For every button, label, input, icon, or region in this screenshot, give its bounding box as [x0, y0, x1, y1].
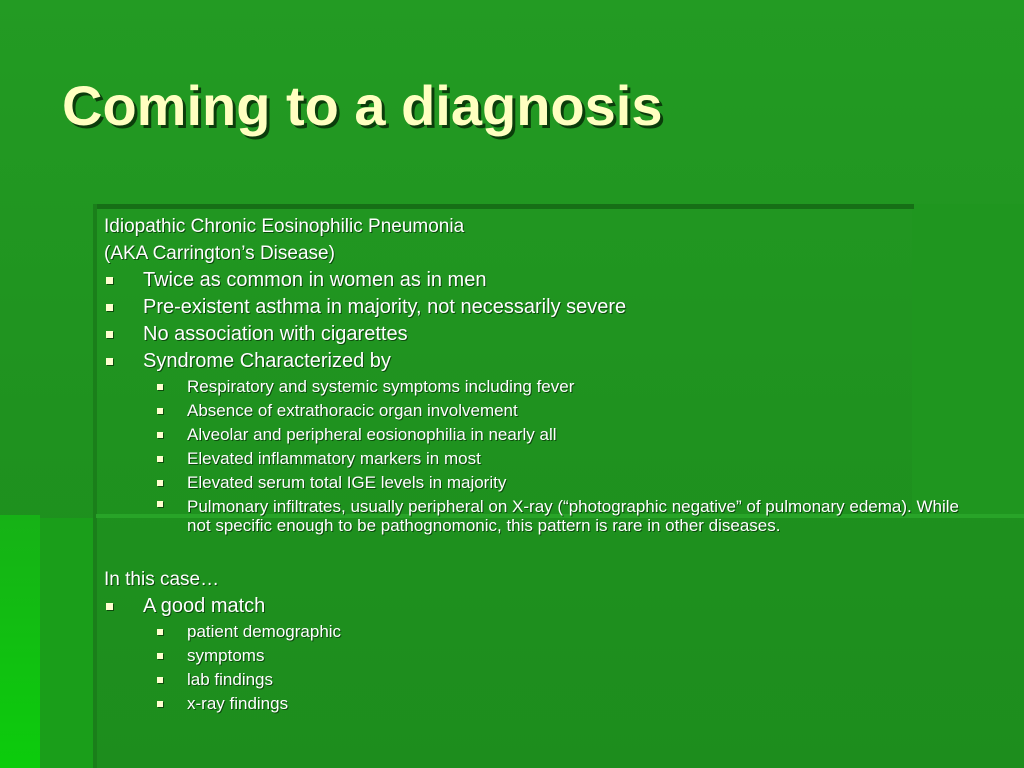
sub-bullet-text: Absence of extrathoracic organ involvement [187, 401, 518, 420]
sub-bullet-item [104, 447, 984, 471]
square-bullet-icon [157, 480, 163, 486]
square-bullet-icon [106, 277, 113, 284]
sub-bullet-text: x-ray findings [187, 694, 289, 713]
square-bullet-icon [106, 603, 113, 610]
sub-bullet-text: lab findings [187, 670, 274, 689]
decorative-left-inner-band [40, 518, 96, 768]
square-bullet-icon [157, 653, 163, 659]
square-bullet-icon [157, 408, 163, 414]
bullet-item [104, 267, 984, 294]
square-bullet-icon [157, 629, 163, 635]
sub-bullet-item [104, 644, 984, 668]
square-bullet-icon [106, 358, 113, 365]
sub-bullet-item [104, 399, 984, 423]
square-bullet-icon [157, 701, 163, 707]
slide-title: Coming to a diagnosis [62, 74, 663, 137]
bullet-text: Twice as common in women as in men [143, 269, 487, 291]
bullet-item [104, 294, 984, 321]
bullet-item [104, 348, 984, 375]
square-bullet-icon [157, 432, 163, 438]
case-heading: In this case… [104, 569, 220, 590]
square-bullet-icon [106, 331, 113, 338]
sub-bullet-item [104, 668, 984, 692]
slide-body [104, 213, 984, 716]
content-frame-top-line [96, 204, 914, 209]
content-frame-left-line [93, 204, 97, 768]
sub-bullet-text: Respiratory and systemic symptoms including fever [187, 377, 575, 396]
bullet-item [104, 321, 984, 348]
sub-bullet-item [104, 471, 984, 495]
intro-line: Idiopathic Chronic Eosinophilic Pneumonia [104, 216, 465, 237]
decorative-left-band [0, 515, 40, 768]
square-bullet-icon [157, 384, 163, 390]
sub-bullet-text: Elevated serum total IGE levels in majority [187, 473, 507, 492]
sub-bullet-item [104, 692, 984, 716]
square-bullet-icon [157, 501, 163, 507]
sub-bullet-text: Alveolar and peripheral eosionophilia in nearly all [187, 425, 557, 444]
bullet-text: Pre-existent asthma in majority, not necessarily severe [143, 296, 627, 318]
intro-line: (AKA Carrington’s Disease) [104, 243, 335, 264]
square-bullet-icon [106, 304, 113, 311]
sub-bullet-text: patient demographic [187, 622, 342, 641]
sub-bullet-item [104, 375, 984, 399]
sub-bullet-text: Pulmonary infiltrates, usually peripheral on X-ray (“photographic negative” of pulmonary edema). While not specific enough to be pathognomonic, this pattern is rare in other diseases. [187, 497, 959, 535]
bullet-text: Syndrome Characterized by [143, 350, 391, 372]
sub-bullet-item [104, 423, 984, 447]
bullet-text: No association with cigarettes [143, 323, 408, 345]
sub-bullet-text: Elevated inflammatory markers in most [187, 449, 481, 468]
spacer [104, 535, 984, 566]
square-bullet-icon [157, 456, 163, 462]
bullet-text: A good match [143, 595, 266, 617]
square-bullet-icon [157, 677, 163, 683]
bullet-item [104, 593, 984, 620]
sub-bullet-item [104, 620, 984, 644]
sub-bullet-text: symptoms [187, 646, 265, 665]
sub-bullet-item [104, 495, 984, 535]
